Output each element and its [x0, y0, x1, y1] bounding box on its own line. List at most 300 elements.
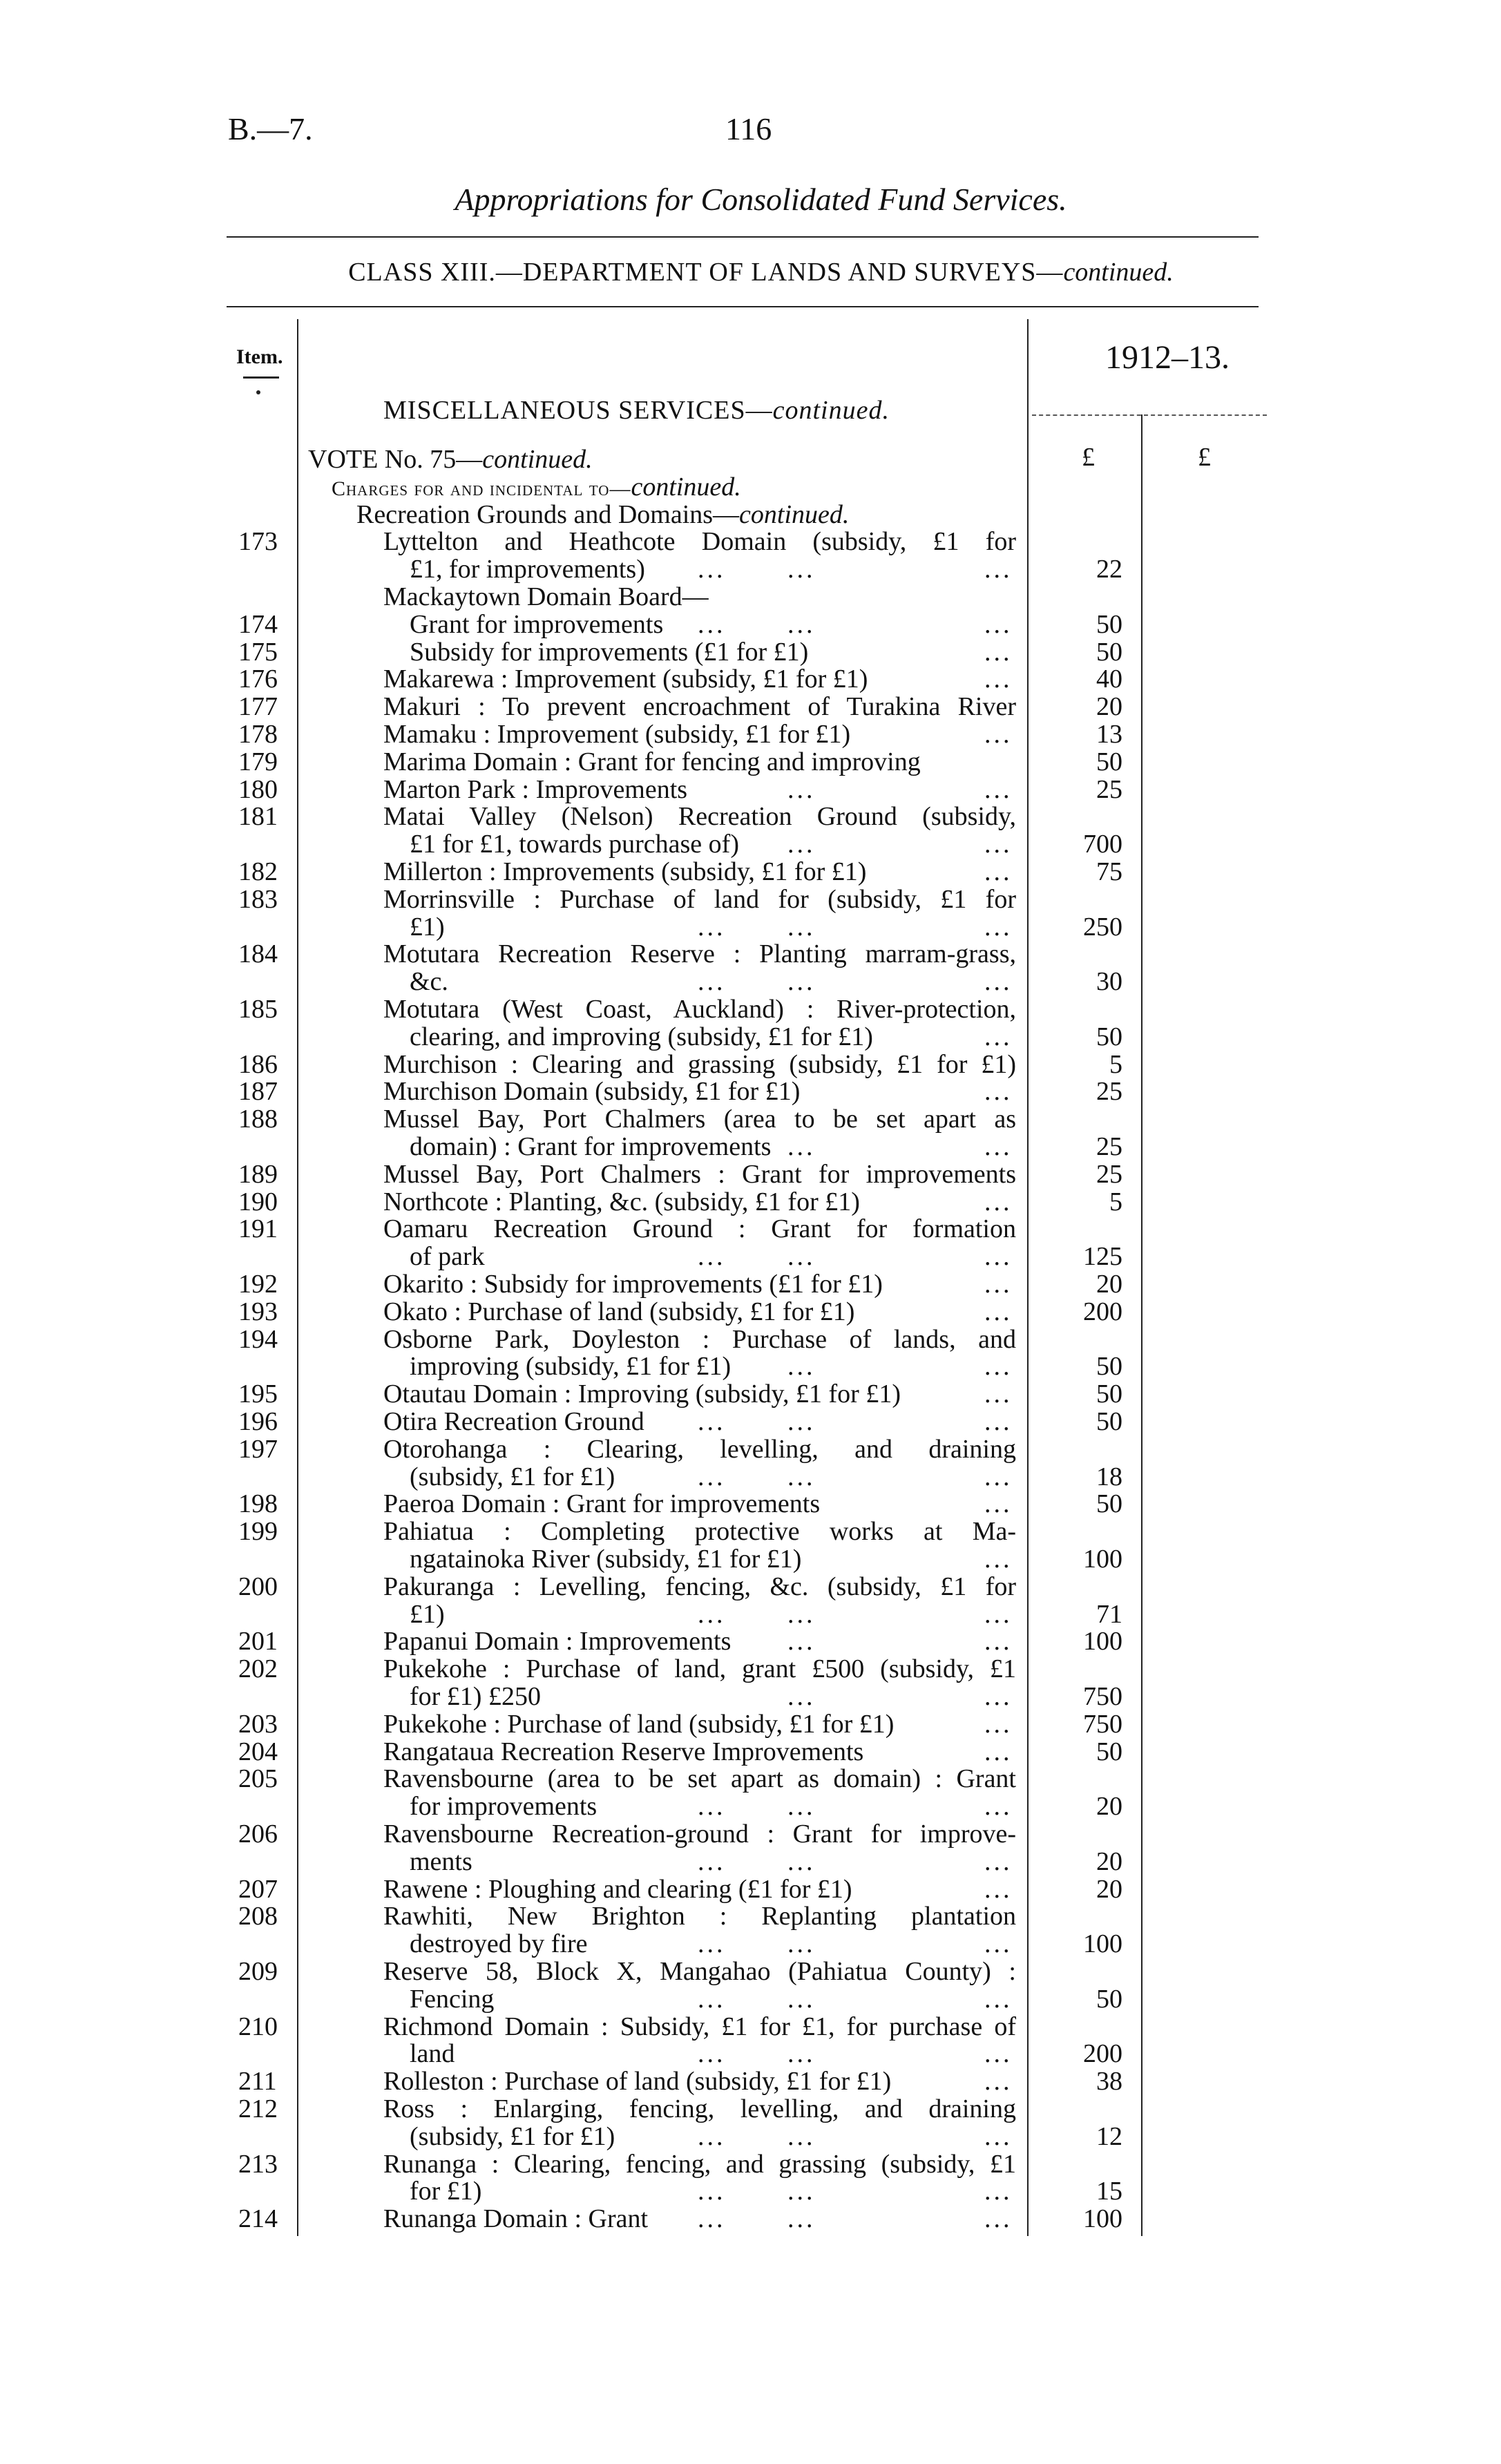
item-number: 193	[238, 1297, 278, 1326]
item-description: Runanga Domain : Grant	[383, 2204, 649, 2234]
table-row	[0, 1793, 1501, 1820]
dot-leader: ...	[698, 1242, 726, 1272]
item-description: Okarito : Subsidy for improvements (£1 for £1)	[383, 1270, 883, 1299]
item-description: Pukekohe : Purchase of land (subsidy, £1 for £1)	[383, 1709, 895, 1739]
table-row	[0, 1902, 1501, 1930]
dot-leader: ...	[698, 1599, 726, 1629]
dot-leader: ...	[698, 1462, 726, 1491]
item-amount: 50	[1096, 1407, 1122, 1436]
item-amount: 22	[1096, 555, 1122, 584]
item-number: 203	[238, 1709, 278, 1739]
item-number: 194	[238, 1324, 278, 1354]
vote-continued: continued.	[482, 445, 593, 474]
dot-leader: ...	[984, 637, 1013, 667]
item-description: Matai Valley (Nelson) Recreation Ground (subsidy,	[383, 803, 1016, 831]
item-amount: 75	[1096, 857, 1122, 886]
item-description: Otira Recreation Ground	[383, 1407, 644, 1436]
dot-leader: ...	[698, 912, 726, 942]
item-description: Pukekohe : Purchase of land, grant £500 (subsidy, £1	[383, 1655, 1016, 1683]
table-row	[0, 1958, 1501, 1985]
item-amount: 13	[1096, 720, 1122, 749]
table-row	[0, 1408, 1501, 1435]
table-row	[0, 1930, 1501, 1958]
item-description: Ross : Enlarging, fencing, levelling, and draining	[383, 2095, 1016, 2123]
item-description: ngatainoka River (subsidy, £1 for £1)	[410, 1545, 802, 1574]
dot-leader: ...	[787, 2177, 816, 2206]
dot-leader: ...	[698, 609, 726, 639]
dot-leader: ...	[984, 1132, 1013, 1161]
item-amount: 50	[1096, 609, 1122, 639]
table-row	[0, 1738, 1501, 1766]
dot-leader: ...	[698, 2039, 726, 2069]
charges-heading	[0, 473, 1501, 501]
item-number: 210	[238, 2012, 278, 2041]
table-row	[0, 1985, 1501, 2013]
class-rule	[227, 306, 1259, 307]
item-description: (subsidy, £1 for £1)	[410, 1462, 615, 1491]
item-amount: 15	[1096, 2177, 1122, 2206]
item-amount: 20	[1096, 1792, 1122, 1822]
item-amount: 20	[1096, 692, 1122, 722]
item-description: Reserve 58, Block X, Mangahao (Pahiatua County) :	[383, 1958, 1016, 1985]
subhead-continued: continued.	[739, 500, 850, 529]
item-description: for £1) £250	[410, 1682, 541, 1711]
item-description: Rolleston : Purchase of land (subsidy, £1 for £1)	[383, 2067, 892, 2097]
class-continued: continued.	[1063, 258, 1174, 287]
dot-leader: ...	[984, 1984, 1013, 2014]
dot-leader: ...	[984, 1709, 1013, 1739]
item-number: 178	[238, 720, 278, 749]
dot-leader: ...	[984, 1242, 1013, 1272]
item-description: Subsidy for improvements (£1 for £1)	[410, 637, 809, 667]
class-heading-text: CLASS XIII.—DEPARTMENT OF LANDS AND SURVEYS—	[348, 258, 1064, 287]
class-heading	[0, 257, 1501, 287]
table-row	[0, 611, 1501, 638]
dot-leader: ...	[698, 1929, 726, 1959]
item-number: 185	[238, 995, 278, 1024]
item-description: (subsidy, £1 for £1)	[410, 2121, 615, 2151]
item-description: Millerton : Improvements (subsidy, £1 for £1)	[383, 857, 867, 886]
item-column-header: Item.	[236, 345, 283, 368]
item-amount: 100	[1083, 1929, 1122, 1959]
table-row	[0, 1380, 1501, 1408]
dot-leader: ...	[698, 1407, 726, 1436]
dot-leader: ...	[984, 555, 1013, 584]
item-description: Papanui Domain : Improvements	[383, 1627, 732, 1656]
item-amount: 100	[1083, 2204, 1122, 2234]
table-row	[0, 1545, 1501, 1573]
item-amount: 250	[1083, 912, 1122, 942]
page-title: Appropriations for Consolidated Fund Services.	[455, 182, 1067, 217]
dot-leader: ...	[984, 2121, 1013, 2151]
dot-leader: ...	[984, 2039, 1013, 2069]
item-amount: 700	[1083, 830, 1122, 859]
item-number: 173	[238, 527, 278, 557]
table-row	[0, 1105, 1501, 1133]
item-number: 188	[238, 1105, 278, 1134]
item-amount: 25	[1096, 774, 1122, 804]
item-number: 208	[238, 1902, 278, 1931]
item-description: £1, for improvements)	[410, 555, 645, 584]
dot-leader: ...	[787, 1682, 816, 1711]
table-row	[0, 2150, 1501, 2178]
item-number: 176	[238, 665, 278, 694]
item-amount: 50	[1096, 1022, 1122, 1051]
dot-leader: ...	[787, 1846, 816, 1876]
dot-leader: ...	[984, 1929, 1013, 1959]
item-number: 198	[238, 1489, 278, 1519]
charges-continued: continued.	[631, 472, 741, 502]
dot-leader: ...	[787, 609, 816, 639]
table-row	[0, 858, 1501, 886]
item-amount: 50	[1096, 637, 1122, 667]
item-amount: 12	[1096, 2121, 1122, 2151]
item-description: Motutara Recreation Reserve : Planting marram-grass,	[383, 940, 1016, 968]
vote-heading	[0, 446, 1501, 473]
item-description: Marima Domain : Grant for fencing and improving	[383, 747, 921, 776]
table-row	[0, 1655, 1501, 1683]
item-number: 200	[238, 1572, 278, 1601]
item-number: 201	[238, 1627, 278, 1656]
item-description: Mussel Bay, Port Chalmers : Grant for improvements	[383, 1160, 1016, 1188]
dot-leader: ...	[984, 1270, 1013, 1299]
table-row	[0, 1627, 1501, 1655]
dot-leader: ...	[787, 2039, 816, 2069]
dot-leader: ...	[984, 912, 1013, 942]
dot-leader: ...	[698, 967, 726, 997]
item-description: &c.	[410, 967, 448, 997]
table-row	[0, 1683, 1501, 1710]
page-number: 116	[725, 111, 772, 146]
item-description: Paeroa Domain : Grant for improvements	[383, 1489, 821, 1519]
table-row	[0, 1765, 1501, 1793]
table-row	[0, 2177, 1501, 2205]
dot-leader: ...	[984, 1489, 1013, 1519]
item-description: Mamaku : Improvement (subsidy, £1 for £1)	[383, 720, 851, 749]
dot-leader: ...	[984, 2177, 1013, 2206]
item-header-dot	[256, 390, 260, 394]
table-row	[0, 1188, 1501, 1216]
dot-leader: ...	[984, 967, 1013, 997]
item-description: Pahiatua : Completing protective works at Ma-	[383, 1518, 1016, 1546]
item-number: 206	[238, 1820, 278, 1849]
table-row	[0, 2013, 1501, 2041]
item-description: Marton Park : Improvements	[383, 774, 688, 804]
table-row	[0, 748, 1501, 776]
item-description: Oamaru Recreation Ground : Grant for formation	[383, 1215, 1016, 1243]
item-description: ments	[410, 1846, 472, 1876]
item-number: 204	[238, 1737, 278, 1766]
table-row	[0, 968, 1501, 995]
subhead-text: Recreation Grounds and Domains—	[356, 500, 740, 529]
item-number: 180	[238, 774, 278, 804]
dot-leader: ...	[787, 1599, 816, 1629]
dot-leader: ...	[984, 2067, 1013, 2097]
item-amount: 200	[1083, 1297, 1122, 1326]
dot-leader: ...	[984, 665, 1013, 694]
dot-leader: ...	[984, 1352, 1013, 1382]
subhead-heading	[0, 501, 1501, 528]
item-number: 190	[238, 1187, 278, 1216]
dot-leader: ...	[984, 1792, 1013, 1822]
item-amount: 125	[1083, 1242, 1122, 1272]
item-description: of park	[410, 1242, 485, 1272]
item-description: Richmond Domain : Subsidy, £1 for £1, for purchase of	[383, 2012, 1016, 2041]
item-amount: 25	[1096, 1132, 1122, 1161]
table-row	[0, 2205, 1501, 2233]
item-amount: 30	[1096, 967, 1122, 997]
item-description: Mackaytown Domain Board—	[383, 582, 709, 611]
table-row	[0, 1435, 1501, 1463]
dot-leader: ...	[787, 1792, 816, 1822]
item-amount: 50	[1096, 1984, 1122, 2014]
dot-leader: ...	[787, 1242, 816, 1272]
item-description: Morrinsville : Purchase of land for (subsidy, £1 for	[383, 885, 1016, 913]
item-description: land	[410, 2039, 455, 2069]
item-number: 182	[238, 857, 278, 886]
dot-leader: ...	[984, 1627, 1013, 1656]
item-amount: 750	[1083, 1682, 1122, 1711]
dot-leader: ...	[698, 1792, 726, 1822]
table-row	[0, 1133, 1501, 1161]
table-row	[0, 2095, 1501, 2123]
charges-text: Charges for and incidental to—	[332, 477, 631, 500]
item-description: Murchison Domain (subsidy, £1 for £1)	[383, 1077, 801, 1107]
table-row	[0, 830, 1501, 858]
item-amount: 20	[1096, 1846, 1122, 1876]
item-description: Rangataua Recreation Reserve Improvements	[383, 1737, 864, 1766]
item-number: 179	[238, 747, 278, 776]
item-amount: 100	[1083, 1545, 1122, 1574]
item-number: 211	[238, 2067, 277, 2097]
dot-leader: ...	[787, 1929, 816, 1959]
item-amount: 38	[1096, 2067, 1122, 2097]
item-description: Pakuranga : Levelling, fencing, &c. (subsidy, £1 for	[383, 1572, 1016, 1601]
item-amount: 50	[1096, 1737, 1122, 1766]
table-row	[0, 940, 1501, 968]
item-description: for £1)	[410, 2177, 482, 2206]
dot-leader: ...	[984, 1545, 1013, 1574]
item-amount: 25	[1096, 1159, 1122, 1189]
item-description: Otorohanga : Clearing, levelling, and draining	[383, 1435, 1016, 1463]
table-row	[0, 1820, 1501, 1848]
dot-leader: ...	[984, 1407, 1013, 1436]
dot-leader: ...	[787, 1462, 816, 1491]
item-description: Makuri : To prevent encroachment of Turakina River	[383, 693, 1016, 721]
section-heading	[383, 395, 890, 426]
dot-leader: ...	[984, 1846, 1013, 1876]
dot-leader: ...	[984, 609, 1013, 639]
item-number: 183	[238, 884, 278, 914]
currency-symbol-total: £	[1198, 443, 1211, 472]
item-description: £1)	[410, 1599, 445, 1629]
item-amount: 5	[1109, 1187, 1122, 1216]
item-number: 174	[238, 609, 278, 639]
table-row	[0, 720, 1501, 748]
dot-leader: ...	[787, 1352, 816, 1382]
dot-leader: ...	[787, 1984, 816, 2014]
dot-leader: ...	[698, 2177, 726, 2206]
dot-leader: ...	[787, 830, 816, 859]
item-description: Rawhiti, New Brighton : Replanting plantation	[383, 1902, 1016, 1931]
item-number: 213	[238, 2149, 278, 2179]
table-row	[0, 638, 1501, 666]
dot-leader: ...	[698, 1846, 726, 1876]
item-amount: 50	[1096, 747, 1122, 776]
table-row	[0, 913, 1501, 941]
dot-leader: ...	[984, 1462, 1013, 1491]
item-amount: 50	[1096, 1352, 1122, 1382]
item-description: destroyed by fire	[410, 1929, 588, 1959]
dot-leader: ...	[984, 1297, 1013, 1326]
item-description: Grant for improvements	[410, 609, 664, 639]
dot-leader: ...	[787, 967, 816, 997]
item-number: 177	[238, 692, 278, 722]
dot-leader: ...	[984, 1379, 1013, 1409]
dot-leader: ...	[984, 1187, 1013, 1216]
table-row	[0, 693, 1501, 720]
dot-leader: ...	[984, 2204, 1013, 2234]
dot-leader: ...	[984, 830, 1013, 859]
item-number: 195	[238, 1379, 278, 1409]
dot-leader: ...	[787, 1407, 816, 1436]
item-description: Okato : Purchase of land (subsidy, £1 for £1)	[383, 1297, 855, 1326]
table-row	[0, 1023, 1501, 1051]
item-number: 191	[238, 1214, 278, 1244]
item-amount: 750	[1083, 1709, 1122, 1739]
table-row	[0, 1215, 1501, 1243]
item-description: Rawene : Ploughing and clearing (£1 for £1)	[383, 1874, 852, 1904]
table-row	[0, 2123, 1501, 2150]
table-row	[0, 1051, 1501, 1078]
dot-leader: ...	[984, 857, 1013, 886]
table-row	[0, 2067, 1501, 2095]
dot-leader: ...	[787, 1132, 816, 1161]
item-number: 196	[238, 1407, 278, 1436]
year-column-header: 1912–13.	[1105, 339, 1230, 376]
item-amount: 40	[1096, 665, 1122, 694]
table-row	[0, 1326, 1501, 1353]
dot-leader: ...	[984, 720, 1013, 749]
item-number: 202	[238, 1654, 278, 1684]
table-row	[0, 555, 1501, 583]
dot-leader: ...	[984, 1077, 1013, 1107]
table-row	[0, 528, 1501, 555]
item-description: Ravensbourne (area to be set apart as domain) : Grant	[383, 1765, 1016, 1793]
item-description: Ravensbourne Recreation-ground : Grant for improve-	[383, 1820, 1016, 1848]
item-amount: 20	[1096, 1874, 1122, 1904]
dot-leader: ...	[698, 2121, 726, 2151]
table-row	[0, 1490, 1501, 1518]
item-amount: 5	[1109, 1049, 1122, 1079]
table-row	[0, 886, 1501, 913]
table-row	[0, 1270, 1501, 1298]
table-row	[0, 1078, 1501, 1105]
item-number: 175	[238, 637, 278, 667]
table-row	[0, 1161, 1501, 1188]
item-amount: 50	[1096, 1489, 1122, 1519]
table-row	[0, 1875, 1501, 1903]
item-description: Fencing	[410, 1984, 495, 2014]
table-row	[0, 1243, 1501, 1270]
item-description: £1 for £1, towards purchase of)	[410, 830, 739, 859]
item-number: 212	[238, 2094, 278, 2123]
item-number: 209	[238, 1957, 278, 1986]
dot-leader: ...	[984, 1022, 1013, 1051]
table-row	[0, 583, 1501, 611]
dot-leader: ...	[787, 1627, 816, 1656]
item-description: Motutara (West Coast, Auckland) : River-protection,	[383, 995, 1016, 1023]
dot-leader: ...	[698, 555, 726, 584]
item-amount: 50	[1096, 1379, 1122, 1409]
item-number: 186	[238, 1049, 278, 1079]
item-description: clearing, and improving (subsidy, £1 for £1)	[410, 1022, 873, 1051]
table-row	[0, 1518, 1501, 1545]
dot-leader: ...	[787, 2204, 816, 2234]
dot-leader: ...	[698, 2204, 726, 2234]
item-number: 199	[238, 1517, 278, 1547]
dot-leader: ...	[787, 774, 816, 804]
item-description: Lyttelton and Heathcote Domain (subsidy, £1 for	[383, 528, 1016, 556]
year-header-rule	[1032, 414, 1267, 416]
item-description: improving (subsidy, £1 for £1)	[410, 1352, 732, 1382]
item-description: Mussel Bay, Port Chalmers (area to be set apart as	[383, 1105, 1016, 1134]
dot-leader: ...	[984, 1874, 1013, 1904]
item-description: Murchison : Clearing and grassing (subsidy, £1 for £1)	[383, 1050, 1016, 1078]
dot-leader: ...	[984, 1737, 1013, 1766]
item-description: domain) : Grant for improvements	[410, 1132, 772, 1161]
item-description: for improvements	[410, 1792, 597, 1822]
item-description: Northcote : Planting, &c. (subsidy, £1 for £1)	[383, 1187, 860, 1216]
currency-symbol-items: £	[1082, 443, 1095, 472]
table-row	[0, 1601, 1501, 1628]
document-code: B.—7.	[228, 111, 313, 146]
table-row	[0, 776, 1501, 803]
table-row	[0, 2040, 1501, 2067]
dot-leader: ...	[787, 912, 816, 942]
item-number: 192	[238, 1270, 278, 1299]
table-row	[0, 1353, 1501, 1380]
table-row	[0, 1463, 1501, 1491]
item-description: Osborne Park, Doyleston : Purchase of lands, and	[383, 1325, 1016, 1353]
item-description: £1)	[410, 912, 445, 942]
item-number: 205	[238, 1764, 278, 1794]
item-description: Otautau Domain : Improving (subsidy, £1 for £1)	[383, 1379, 901, 1409]
table-row	[0, 995, 1501, 1023]
item-header-rule	[243, 376, 279, 379]
item-number: 214	[238, 2204, 278, 2234]
item-amount: 200	[1083, 2039, 1122, 2069]
item-number: 184	[238, 939, 278, 969]
section-continued: continued.	[772, 396, 890, 425]
item-number: 181	[238, 802, 278, 832]
dot-leader: ...	[984, 1682, 1013, 1711]
item-number: 197	[238, 1434, 278, 1464]
table-row	[0, 1298, 1501, 1326]
dot-leader: ...	[787, 555, 816, 584]
dot-leader: ...	[984, 774, 1013, 804]
item-amount: 100	[1083, 1627, 1122, 1656]
item-amount: 71	[1096, 1599, 1122, 1629]
dot-leader: ...	[787, 2121, 816, 2151]
table-row	[0, 1573, 1501, 1601]
vote-text: VOTE No. 75—	[308, 445, 483, 474]
item-amount: 20	[1096, 1270, 1122, 1299]
item-description: Runanga : Clearing, fencing, and grassing (subsidy, £1	[383, 2150, 1016, 2178]
title-rule	[227, 236, 1259, 238]
table-row	[0, 665, 1501, 693]
item-description: Makarewa : Improvement (subsidy, £1 for £1)	[383, 665, 868, 694]
